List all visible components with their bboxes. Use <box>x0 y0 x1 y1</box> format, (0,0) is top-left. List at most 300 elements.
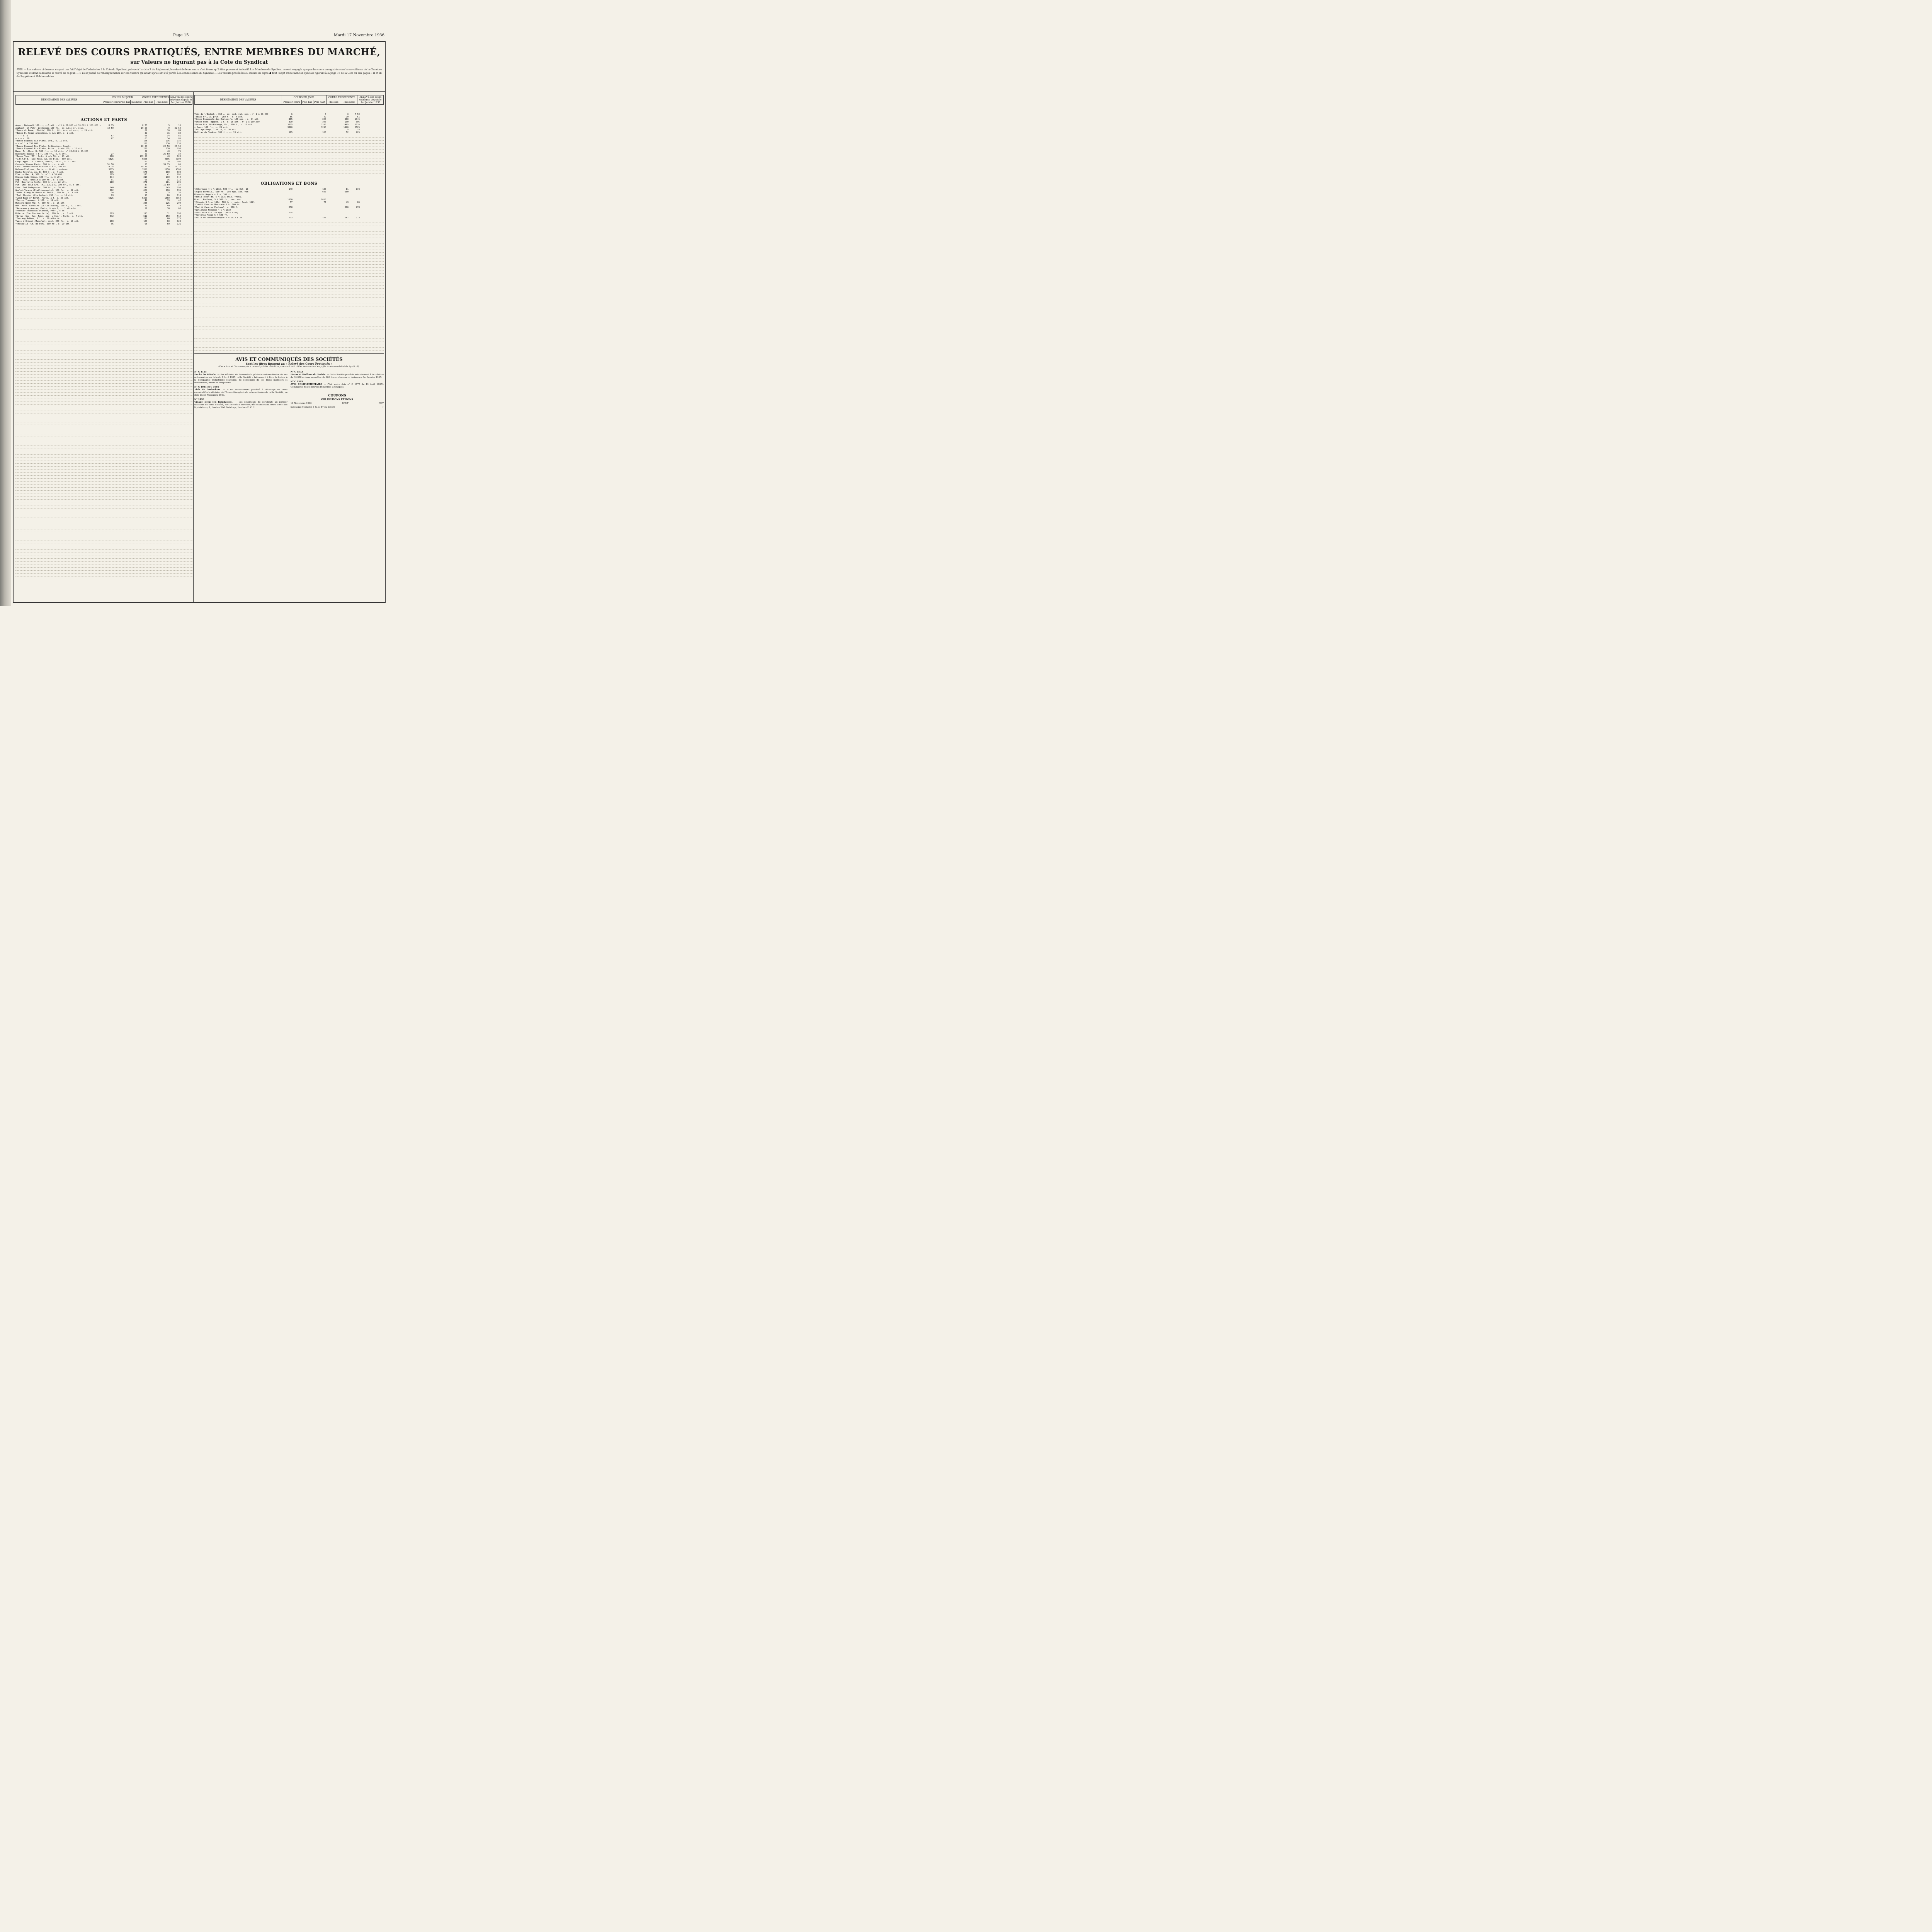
filler-line <box>15 401 192 405</box>
releve-bas: 600 <box>345 190 349 193</box>
releve-haut: 118 <box>177 194 181 197</box>
filler-line <box>194 144 384 147</box>
plus-bas <box>114 192 125 194</box>
filler-line <box>15 393 192 396</box>
filler-line <box>15 282 192 286</box>
notice-ref: N° 1138 <box>194 398 204 401</box>
plus-haut <box>125 215 136 218</box>
table-row <box>15 127 192 130</box>
filler-line <box>194 170 384 173</box>
releve-bas: 22 50 <box>163 145 170 148</box>
filler-line <box>15 277 192 280</box>
filler-line <box>15 410 192 413</box>
cours-precedent: 20 50 <box>141 145 147 148</box>
releve-haut: 295 <box>177 181 181 184</box>
filler-line <box>194 253 384 256</box>
notice-company: Docks du Pétrole. <box>194 373 216 376</box>
cours-precedent: 51 <box>145 207 147 210</box>
plus-haut <box>125 181 136 184</box>
releve-haut: 290 <box>177 186 181 189</box>
table-row <box>15 220 192 223</box>
releve-haut: 42 <box>178 199 181 202</box>
filler-line <box>15 366 192 369</box>
releve-haut: 7100 <box>176 158 181 161</box>
coupons-item: Salonique-Monastir 3 %, c. 87 du 1/7/36 <box>291 406 335 408</box>
plus-bas <box>293 212 304 214</box>
releve-bas <box>337 199 349 201</box>
cours-precedent: 63 <box>145 137 147 140</box>
filler-line <box>15 434 192 437</box>
filler-line <box>15 342 192 345</box>
table-row <box>15 173 192 176</box>
cours-precedent: 600 <box>322 190 326 193</box>
plus-bas <box>293 214 304 217</box>
releve-haut: 3535 <box>355 123 360 126</box>
releve-bas: 260 <box>345 118 349 121</box>
table-row <box>15 223 192 226</box>
security-name: Thés de l'Indoch., 150 …, ex. réd. val. nom., n° 1 à 80.000 <box>194 113 269 116</box>
cours-precedent: 100 <box>143 220 147 223</box>
plus-haut <box>125 138 136 140</box>
premier-cours: 6 <box>291 113 293 116</box>
security-name: Mot. Auto. Lorraine (La Cie Alcod), 100 f., c. 1 att. <box>15 204 82 207</box>
coupons-brut: BRUT <box>342 402 349 405</box>
right-column <box>194 95 384 600</box>
premier-cours: 3325 <box>287 123 293 126</box>
releve-haut: 26 50 <box>174 145 181 148</box>
filler-line <box>15 553 192 556</box>
security-name: *Tamiang Rubber, £ 1, c. 18 attaché <box>15 218 60 220</box>
plus-haut <box>125 205 136 207</box>
cours-precedent: 1055 <box>321 199 326 201</box>
plus-bas <box>293 126 304 129</box>
security-name: *Alpes Bernois., 500 fr., 1re hyp. int. var. <box>194 190 250 193</box>
filler-line <box>15 485 192 488</box>
releve-bas: 181 <box>166 181 170 184</box>
security-name: *Banco Espanol Rio Plata, Ord., c. 11 att. <box>15 140 68 143</box>
cours-precedent <box>315 129 326 131</box>
releve-haut: 298 <box>177 148 181 150</box>
filler-line <box>15 318 192 321</box>
plus-haut <box>125 210 136 213</box>
releve-haut: 51 <box>357 116 360 118</box>
releve-haut <box>349 204 360 206</box>
premier-cours: 100 <box>110 220 114 223</box>
filler-line <box>194 232 384 235</box>
releve-haut: 136 <box>177 142 181 145</box>
filler-line <box>15 265 192 268</box>
cours-precedent: 92 <box>145 160 147 163</box>
filler-line <box>15 280 192 283</box>
filler-line <box>194 330 384 333</box>
releve-haut: 19 75 <box>174 166 181 168</box>
releve-haut: 5350 <box>176 197 181 199</box>
filler-line <box>194 153 384 156</box>
releve-bas: 200 <box>345 206 349 209</box>
cours-precedent: 300 <box>322 121 326 124</box>
security-name: Ribeira (Cie Minière de la), 100 fr., c. 3 att. <box>15 212 75 215</box>
premier-cours <box>281 209 293 212</box>
plus-haut <box>125 143 136 145</box>
cours-precedent: 3190 <box>321 123 326 126</box>
filler-line <box>15 556 192 559</box>
security-name: *Land Bank of Egypt, Parts, £ 5, c. 26 att. <box>15 197 70 199</box>
spacer <box>326 124 337 126</box>
cours-precedents-header: COURS PRÉCÉDENTS <box>142 95 169 100</box>
notice-text <box>194 389 287 397</box>
filler-line <box>15 271 192 274</box>
security-name: Goulet-Turpin (Établissements), 100 fr., c. 42 att. <box>15 189 80 192</box>
table-row <box>15 135 192 138</box>
spacer <box>326 191 337 194</box>
cours-precedent <box>315 214 326 217</box>
plus-bas <box>114 127 125 130</box>
filler-line <box>15 449 192 452</box>
security-name: *Nationaux Mexique 4 ½ % 1910 <box>194 209 231 211</box>
filler-line <box>15 253 192 256</box>
plus-haut <box>125 179 136 182</box>
releve-bas: 40 <box>167 204 170 207</box>
filler-line <box>15 479 192 482</box>
plus-bas <box>114 220 125 223</box>
security-name: *Ind. Chimiq. (Cie belge), 250 fr., c. 18 att. <box>15 194 73 197</box>
security-name: *Banco Espanol Rio Plata, Ordinaires, Quarts <box>15 145 71 148</box>
table-row <box>194 121 384 124</box>
filler-line <box>15 247 192 250</box>
plus-bas <box>293 118 304 121</box>
obligations-heading: OBLIGATIONS ET BONS <box>260 182 318 186</box>
plus-bas <box>293 209 304 212</box>
plus-haut <box>125 171 136 174</box>
cours-precedent: 19 75 <box>141 166 147 168</box>
filler-line <box>15 268 192 271</box>
plus-haut <box>125 166 136 168</box>
notice-ref: N° C 1115 <box>194 371 207 373</box>
table-row <box>15 213 192 215</box>
releve-bas: 1560 <box>165 197 170 199</box>
spacer <box>147 218 158 220</box>
notice-body: — (Voir notre Avis n° C 1175 du 19 Août 1935). Compagnie Belge pour les Industries Chimiques. <box>291 383 384 388</box>
filler-line <box>194 315 384 318</box>
table-row <box>194 217 384 219</box>
filler-line <box>194 321 384 324</box>
releve-bas: 136 <box>166 140 170 143</box>
filler-line <box>15 464 192 467</box>
filler-line <box>194 235 384 238</box>
security-name: *Buses Tono (El), Ord., $ m/n 50, c. 93 att. <box>15 155 71 158</box>
notice-company: Etains et Wolfram du Tonkin. <box>291 373 327 376</box>
releve-haut: 71 <box>178 150 181 153</box>
filler-line <box>15 416 192 419</box>
releve-bas: 15 <box>167 192 170 194</box>
releve-bas: 30 <box>167 207 170 210</box>
plus-haut <box>125 168 136 171</box>
plus-bas <box>293 124 304 126</box>
plus-bas <box>114 163 125 166</box>
filler-line <box>194 268 384 271</box>
filler-line <box>15 306 192 310</box>
filler-line <box>194 238 384 241</box>
filler-line <box>194 173 384 177</box>
filler-line <box>15 520 192 523</box>
filler-line <box>15 321 192 324</box>
releve-haut: 4500 <box>176 168 181 171</box>
filler-line <box>15 289 192 292</box>
premier-cours <box>102 150 114 153</box>
plus-haut <box>125 184 136 187</box>
releve-frame <box>13 41 386 603</box>
filler-line <box>15 476 192 479</box>
filler-line <box>15 559 192 562</box>
filler-line <box>194 256 384 259</box>
prev-plus-haut-header: Plus haut <box>155 100 170 105</box>
plus-bas <box>114 148 125 150</box>
security-name: *Nazareno y Anexas, Parts, $ m/n 1, c. 1 attaché <box>15 207 76 210</box>
table-row <box>194 212 384 214</box>
security-name: *Chinois 5 % or 1914, 500 fr., jouis. Sept. 1921 <box>194 201 255 204</box>
cours-precedent: 173 <box>322 216 326 219</box>
cours-precedent: 271 <box>143 181 147 184</box>
table-row <box>15 161 192 163</box>
spacer <box>147 158 158 161</box>
filler-line <box>15 565 192 568</box>
premier-cours <box>102 132 114 135</box>
spacer <box>147 179 158 182</box>
filler-line <box>194 247 384 250</box>
releve-bas: 16 <box>167 132 170 135</box>
filler-line <box>15 274 192 277</box>
filler-line <box>194 274 384 277</box>
filler-line <box>15 547 192 550</box>
premier-cours <box>102 161 114 163</box>
filler-line <box>15 407 192 410</box>
cours-precedent: 19 50 <box>141 127 147 129</box>
filler-line <box>194 244 384 247</box>
filler-line <box>194 250 384 253</box>
filler-line <box>15 241 192 244</box>
plus-bas-header: Plus bas <box>120 100 130 105</box>
filler-line <box>15 354 192 357</box>
cours-precedent: 93 <box>145 194 147 197</box>
plus-bas <box>114 150 125 153</box>
avis-paragraph: AVIS. — Les valeurs ci-dessous n'ayant pas fait l'objet de l'admission à la Cote du Syndicat, prévue à l'article 7 du Règlement, le relevé de leurs cours n'est fourni qu'à titre purement indicatif. Les Membres du Syndicat ne sont engagés que par les cours enregistrés sous la surveillance de la Chambre Syndicale et dont ci-dessous le relevé de ce jour. — Il n'est publié de renseignements sur ces valeurs qu'autant qu'ils ont été portés à la connaissance du Syndicat.— Les valeurs précédées ou suivies du signe ● font l'objet d'une mention spéciale figurant à la page 16 de la Cote ou aux pages I, II et III du Supplément Hebdomadaire. <box>17 68 382 78</box>
cours-precedent: 185 <box>322 131 326 134</box>
filler-line <box>15 511 192 514</box>
plus-haut <box>125 173 136 176</box>
filler-line <box>15 529 192 532</box>
left-table-header <box>15 95 192 105</box>
filler-line <box>194 348 384 351</box>
filler-line <box>194 333 384 336</box>
plus-bas <box>114 194 125 197</box>
releve-bas: 130 <box>166 176 170 179</box>
releve-bas: 3 <box>347 113 349 116</box>
coupons-subtitle: OBLIGATIONS ET BONS <box>321 398 353 401</box>
notice-text <box>194 401 287 409</box>
filler-line <box>194 220 384 223</box>
filler-line <box>15 378 192 381</box>
releve-bas <box>337 194 349 196</box>
filler-line <box>15 298 192 301</box>
table-row <box>15 143 192 145</box>
column-divider <box>193 92 194 602</box>
releve-haut: 89 <box>178 129 181 132</box>
table-row <box>15 150 192 153</box>
divider <box>14 91 385 92</box>
releve-haut <box>170 210 181 213</box>
newspaper-page <box>11 0 390 606</box>
table-row <box>194 113 384 116</box>
table-row <box>15 176 192 179</box>
plus-bas <box>114 173 125 176</box>
plus-bas <box>114 124 125 127</box>
releve-haut: 112 <box>177 179 181 181</box>
premier-cours <box>281 191 293 194</box>
plus-bas <box>114 189 125 192</box>
table-row <box>15 192 192 194</box>
filler-line <box>15 244 192 247</box>
plus-haut <box>304 124 315 126</box>
filler-line <box>15 324 192 327</box>
filler-line <box>15 315 192 318</box>
plus-haut <box>125 176 136 179</box>
filler-line <box>15 488 192 491</box>
premier-cours <box>102 148 114 150</box>
filler-line <box>15 509 192 512</box>
spacer <box>326 214 337 217</box>
premier-cours: 67 <box>111 137 114 140</box>
plus-bas <box>114 179 125 182</box>
cours-du-jour-header: COURS DU JOUR <box>282 95 327 100</box>
spacer <box>147 194 158 197</box>
plus-haut <box>125 202 136 205</box>
premier-cours <box>102 207 114 210</box>
plus-haut <box>125 140 136 143</box>
plus-haut <box>125 194 136 197</box>
security-name: *Victoria Minas 5 % 500 fr. <box>194 214 228 217</box>
releve-haut: 173 <box>356 188 360 191</box>
plus-haut <box>125 192 136 194</box>
premier-cours <box>102 137 114 143</box>
releve-haut <box>349 209 360 212</box>
plus-bas <box>293 194 304 196</box>
security-name: *Banco El Hogar Argentino, $ m/n 100, c. 2 att. <box>15 132 75 135</box>
filler-line <box>15 413 192 417</box>
security-name: *Ville de Constantinople 5 % 1913 £ 20 <box>194 216 242 219</box>
cours-precedent: 608 <box>143 189 147 192</box>
spacer <box>147 207 158 210</box>
premier-cours: 1050 <box>287 199 293 201</box>
releve-haut: 63 <box>178 207 181 210</box>
spacer <box>326 209 337 212</box>
plus-haut <box>125 220 136 223</box>
cours-precedent: 37 <box>145 184 147 187</box>
plus-haut <box>125 155 136 158</box>
cours-precedent: 6825 <box>142 158 147 161</box>
filler-line <box>15 431 192 434</box>
plus-bas <box>293 217 304 219</box>
left-filler <box>15 226 192 577</box>
filler-line <box>15 389 192 393</box>
cours-precedent: 29 <box>145 153 147 155</box>
filler-line <box>15 310 192 313</box>
plus-bas <box>114 205 125 207</box>
premier-cours: 19 75 <box>107 166 114 168</box>
filler-line <box>15 440 192 443</box>
spacer <box>147 153 158 156</box>
security-name: Immob. Étang de Berre et Médit., 100 fr., c. 4 att. <box>15 192 80 194</box>
premier-cours: 193 <box>110 212 114 215</box>
premier-cours: 95 <box>111 223 114 225</box>
releve-haut: 123 <box>177 220 181 223</box>
table-row <box>194 194 384 196</box>
filler-line <box>15 425 192 428</box>
plus-haut <box>125 129 136 132</box>
plus-haut <box>125 132 136 135</box>
filler-line <box>194 294 384 298</box>
security-name: Coop. Appr. Tr. Crédit, Parts, 1re s., c. 11 att. <box>15 160 77 163</box>
page-date: Mardi 17 Novembre 1936 <box>333 33 384 37</box>
table-row <box>194 188 384 191</box>
cours-precedent: 65 <box>145 134 147 137</box>
filler-line <box>194 229 384 232</box>
filler-line <box>15 500 192 503</box>
plus-bas <box>114 168 125 171</box>
spacer <box>326 194 337 196</box>
plus-bas <box>293 191 304 194</box>
cours-precedent <box>315 194 326 196</box>
premier-cours: 195 <box>289 131 293 134</box>
spacer <box>147 163 158 166</box>
filler-line <box>15 292 192 295</box>
plus-haut <box>304 206 315 209</box>
premier-cours: 93 <box>111 194 114 197</box>
filler-line <box>194 162 384 165</box>
releve-haut <box>349 214 360 217</box>
table-row <box>15 171 192 174</box>
releve-haut: 102 <box>177 160 181 163</box>
filler-line <box>15 369 192 372</box>
releve-bas: 9 <box>168 127 170 129</box>
filler-line <box>15 330 192 333</box>
security-name: Minière Nord Alp. A. 500 fr., c. 26 att. <box>15 202 66 205</box>
security-name: *Union Fonc. Egypte, £ 5, c. 16 att., n° 1 à 100.000 <box>194 121 260 124</box>
notice-ref: N° C 1565 <box>291 380 303 383</box>
premier-cours: 3375 <box>109 168 114 171</box>
spacer <box>147 199 158 202</box>
plus-haut <box>304 199 315 201</box>
filler-line <box>15 482 192 485</box>
releve-bas: 41 <box>167 173 170 176</box>
security-name: — Cap., 100 fr., c. 26 att. <box>194 126 228 129</box>
security-name: *Union Min. Ht-Katanga, Pr., 500 f., c. 15 att. <box>194 123 253 126</box>
filler-line <box>15 336 192 339</box>
filler-line <box>194 167 384 170</box>
releve-bas: 66 <box>167 194 170 197</box>
filler-line <box>194 241 384 244</box>
filler-line <box>15 491 192 494</box>
premier-cours <box>281 211 293 217</box>
filler-line <box>15 238 192 241</box>
cours-precedent: 24 <box>145 192 147 194</box>
plus-bas <box>114 215 125 218</box>
premier-cours <box>102 143 114 145</box>
plus-bas <box>114 129 125 132</box>
spacer <box>147 197 158 200</box>
plus-haut <box>304 214 315 217</box>
premier-cours: 240 <box>110 186 114 189</box>
filler-line <box>194 259 384 262</box>
